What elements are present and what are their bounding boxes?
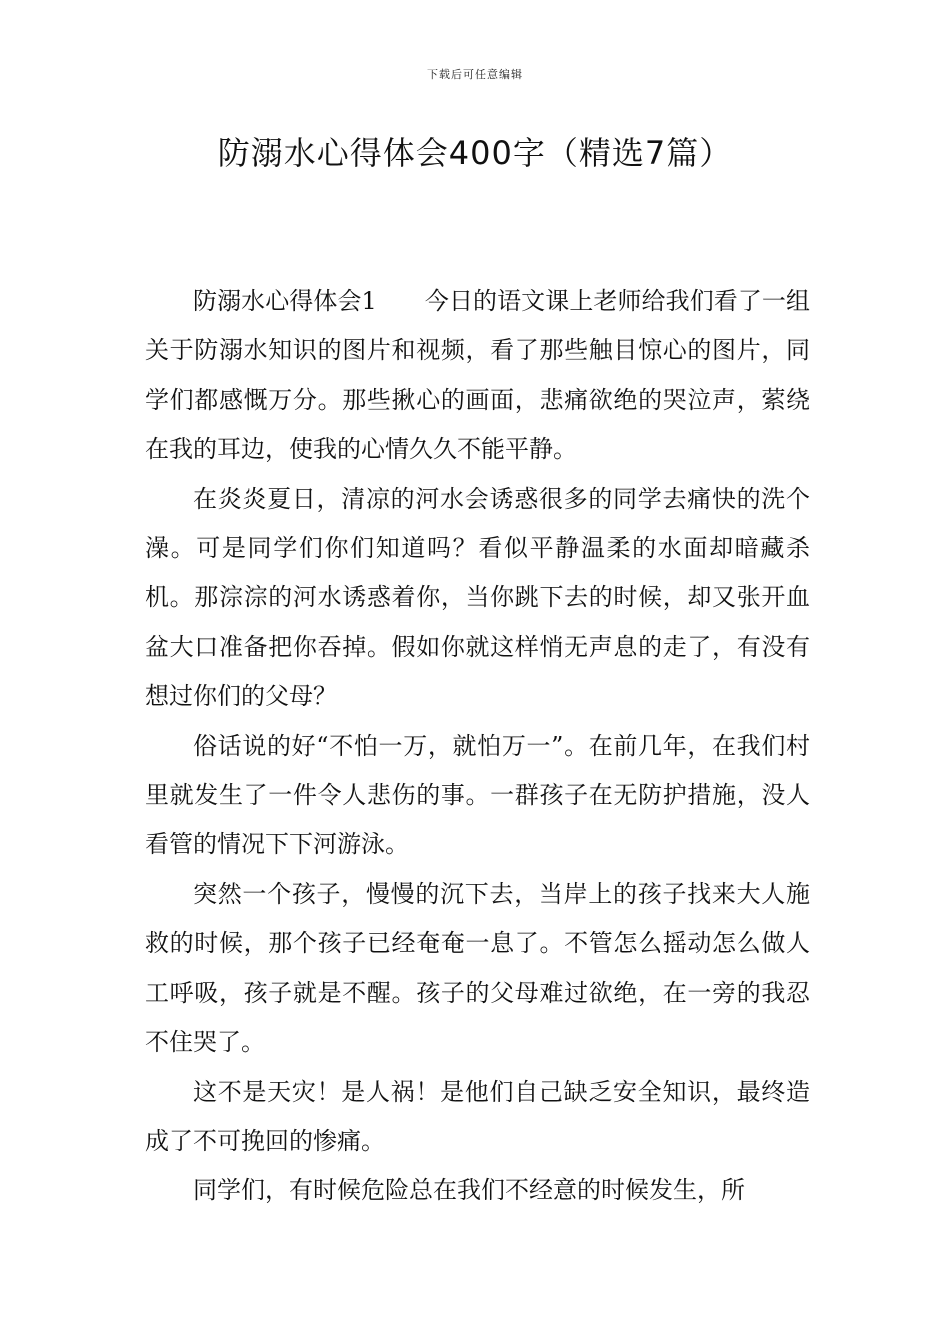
paragraph-3: 俗话说的好“不怕一万，就怕万一”。在前几年，在我们村里就发生了一件令人悲伤的事。一群孩子在无防护措施，没人看管的情况下下河游泳。 xyxy=(145,731,810,859)
paragraph-2: 在炎炎夏日，清凉的河水会诱惑很多的同学去痛快的洗个澡。可是同学们你们知道吗？看似平静温柔的水面却暗藏杀机。那淙淙的河水诱惑着你，当你跳下去的时候，却又张开血盆大口准备把你吞掉。假如你就这样悄无声息的走了，有没有想过你们的父母？ xyxy=(145,484,810,711)
header-note: 下载后可任意编辑 xyxy=(427,68,523,81)
document-body xyxy=(145,277,810,1216)
document-title: 防溺水心得体会400字（精选7篇） xyxy=(217,134,733,172)
paragraph-1-text: 今日的语文课上老师给我们看了一组关于防溺水知识的图片和视频，看了那些触目惊心的图片，同学们都感慨万分。那些揪心的画面，悲痛欲绝的哭泣声，萦绕在我的耳边，使我的心情久久不能平静。 xyxy=(145,287,810,464)
paragraph-1 xyxy=(145,277,810,475)
paragraph-6: 同学们，有时候危险总在我们不经意的时候发生，所 xyxy=(193,1176,745,1205)
paragraph-4: 突然一个孩子，慢慢的沉下去，当岸上的孩子找来大人施救的时候，那个孩子已经奄奄一息了。不管怎么摇动怎么做人工呼吸，孩子就是不醒。孩子的父母难过欲绝，在一旁的我忍不住哭了。 xyxy=(145,879,810,1057)
paragraph-5: 这不是天灾！是人祸！是他们自己缺乏安全知识，最终造成了不可挽回的惨痛。 xyxy=(145,1077,810,1155)
section-heading: 防溺水心得体会1 xyxy=(193,287,377,315)
